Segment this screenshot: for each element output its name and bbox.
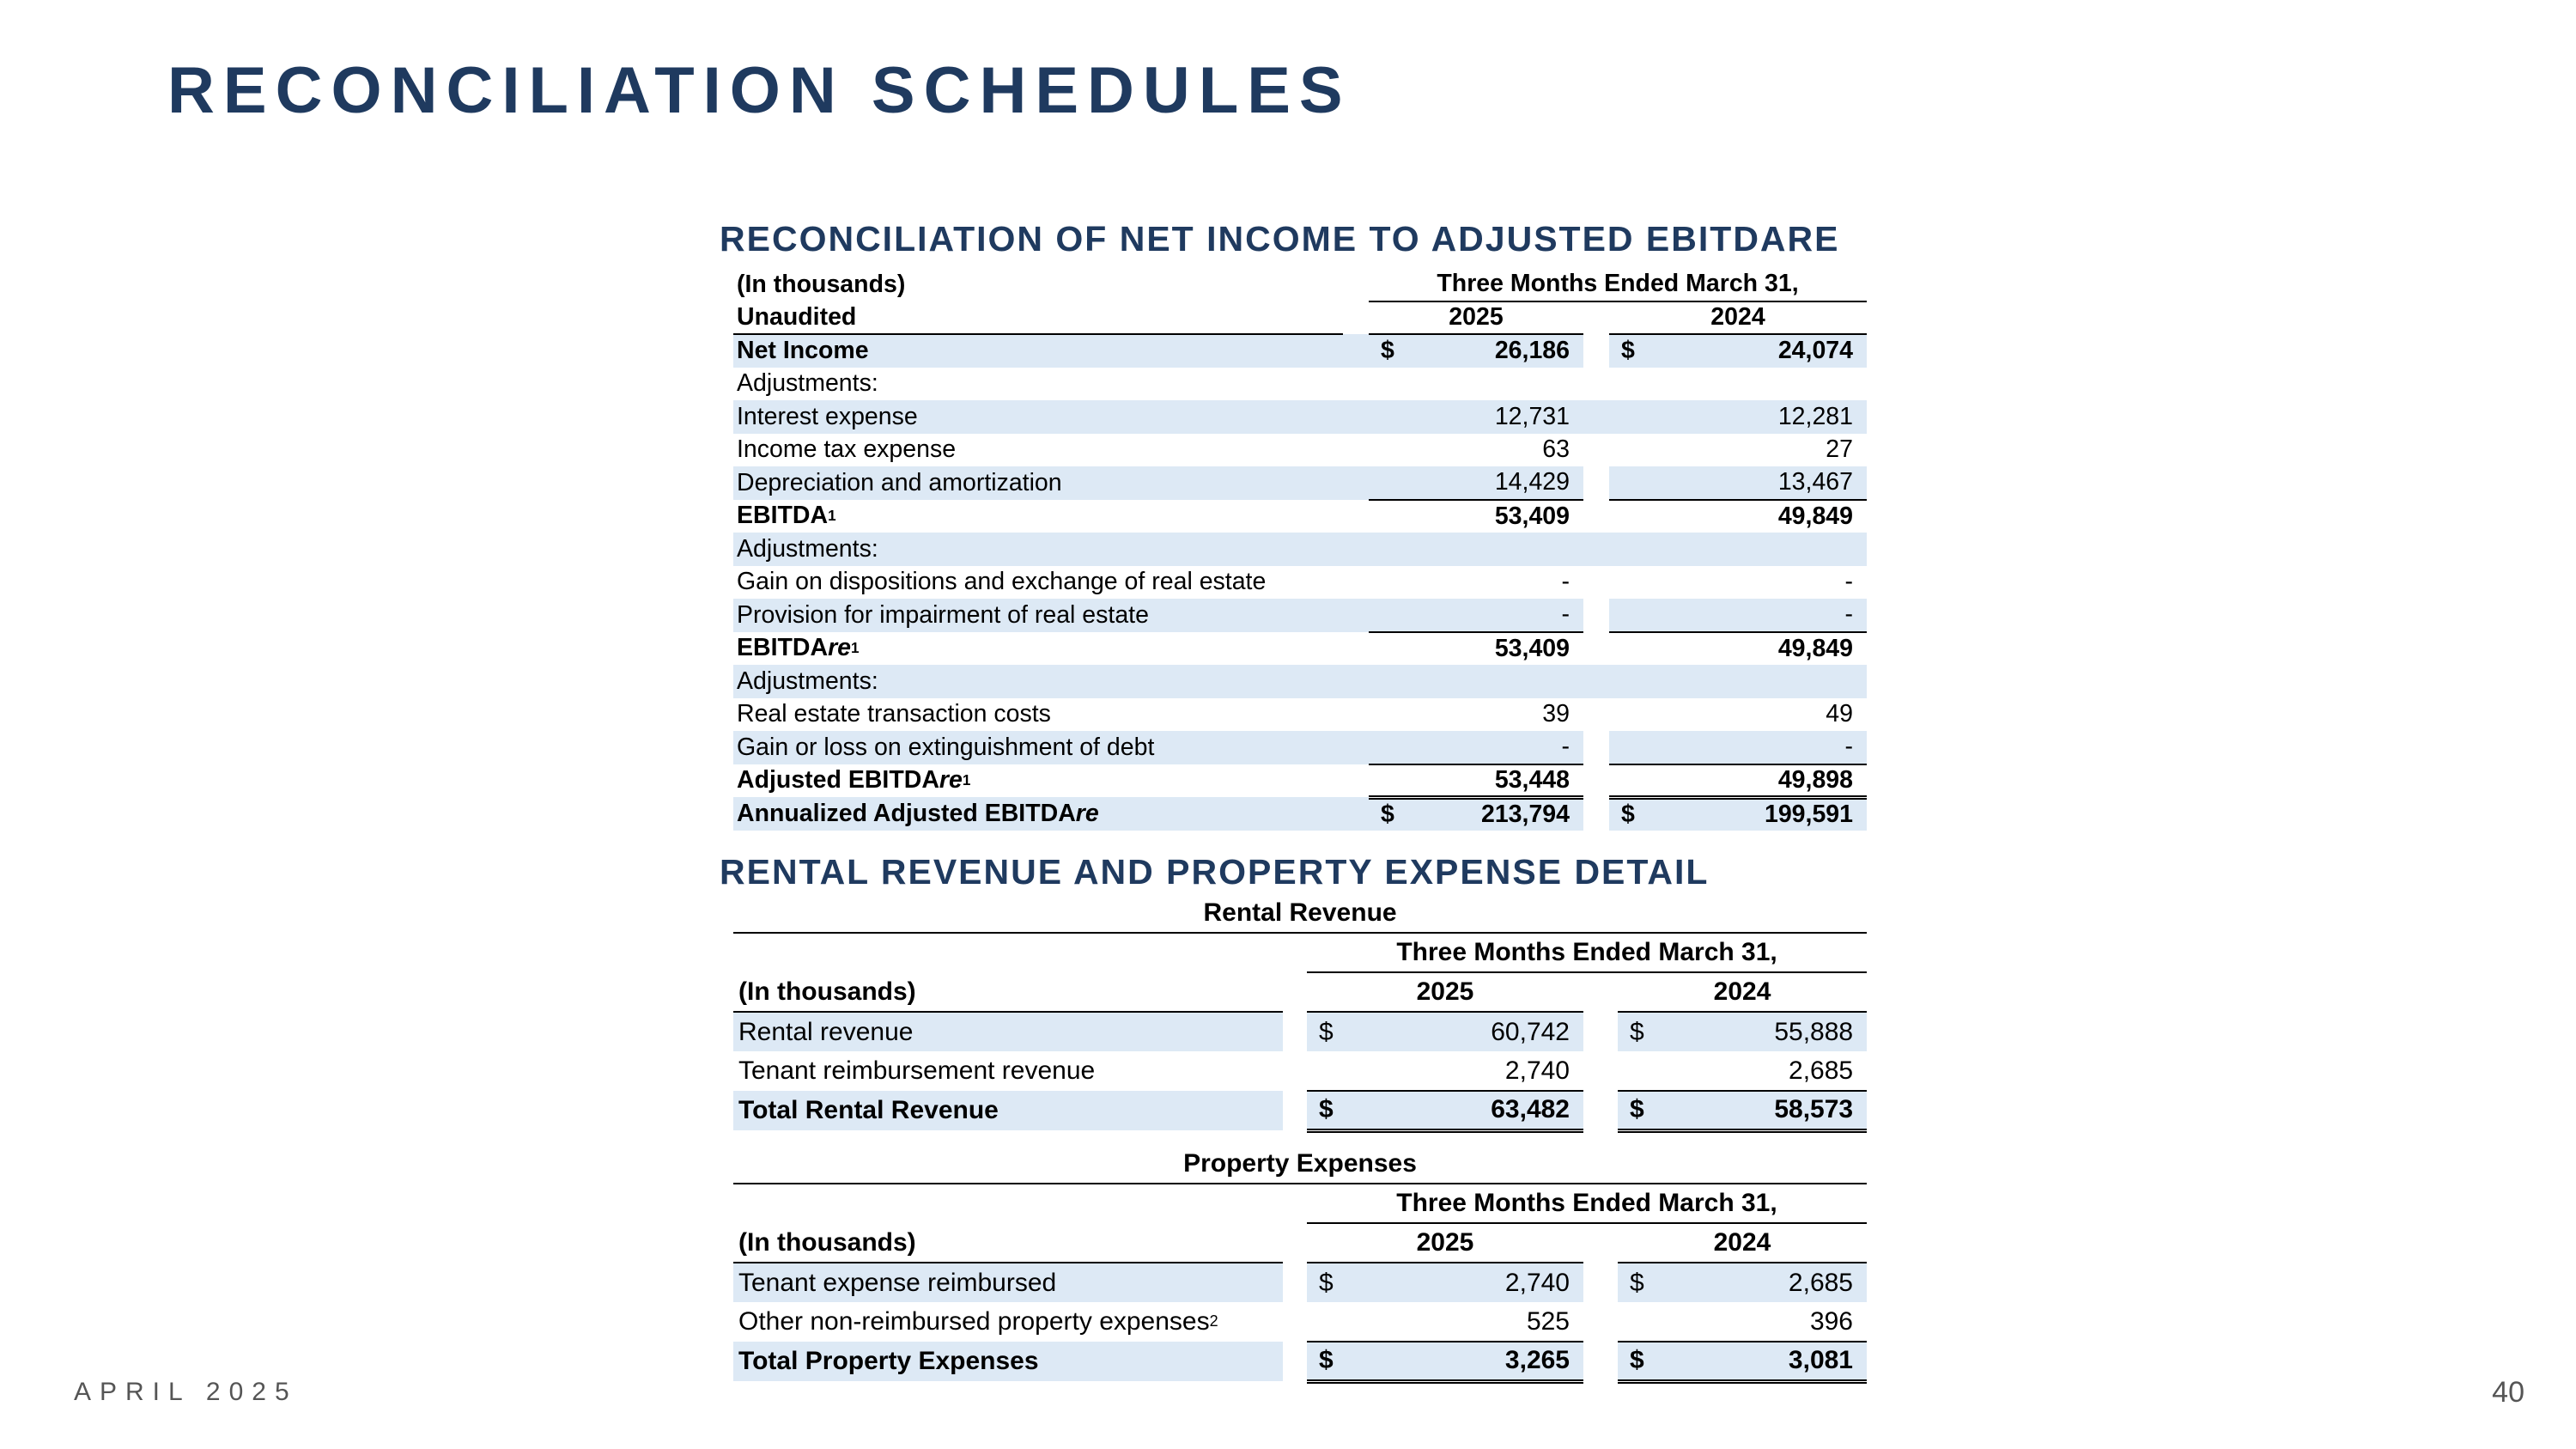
interest-expense-2025: 12,731	[1403, 400, 1583, 434]
ebitdare-2025: 53,409	[1494, 634, 1570, 662]
other-property-expenses-2025: 525	[1526, 1306, 1570, 1336]
table-row	[733, 1091, 1867, 1130]
table-row	[733, 698, 1867, 732]
year-header-2024: 2024	[1618, 1223, 1867, 1263]
tenant-reimbursement-2024: 2,685	[1789, 1056, 1854, 1085]
year-header-2025: 2025	[1369, 301, 1583, 335]
income-tax-label: Income tax expense	[737, 435, 957, 464]
currency-symbol: $	[1618, 1091, 1661, 1130]
adjusted-ebitdare-2024: 49,898	[1643, 764, 1867, 798]
period-label: Three Months Ended March 31,	[1307, 933, 1867, 972]
year-header-2025: 2025	[1307, 972, 1583, 1012]
rental-detail-section-title: RENTAL REVENUE AND PROPERTY EXPENSE DETAIL	[720, 852, 1710, 892]
period-label: Three Months Ended March 31,	[1369, 268, 1867, 301]
audit-label: Unaudited	[733, 301, 1343, 335]
currency-symbol: $	[1618, 1012, 1661, 1051]
debt-extinguishment-2024: -	[1643, 731, 1867, 764]
table-row	[733, 566, 1867, 600]
table-row	[733, 1012, 1867, 1051]
currency-symbol: $	[1307, 1091, 1350, 1130]
footnote-marker: 1	[851, 639, 860, 656]
currency-symbol: $	[1307, 1012, 1350, 1051]
tenant-expense-reimbursed-2024: 2,685	[1661, 1263, 1867, 1302]
debt-extinguishment-2025: -	[1403, 731, 1583, 764]
table-row	[733, 533, 1867, 566]
ebitda-label: EBITDA$^1$	[737, 502, 836, 530]
other-property-expenses-2024: 396	[1809, 1306, 1853, 1336]
currency-symbol: $	[1609, 334, 1643, 368]
impairment-2024: -	[1643, 599, 1867, 632]
income-tax-2024: 27	[1826, 435, 1853, 464]
table-header-row	[733, 301, 1867, 335]
table-row	[733, 1342, 1867, 1381]
annualized-2025: 213,794	[1403, 797, 1583, 831]
year-header-2024: 2024	[1618, 972, 1867, 1012]
year-header-2024: 2024	[1609, 301, 1867, 335]
property-expenses-table	[733, 1144, 1867, 1384]
total-property-expenses-2024: 3,081	[1661, 1342, 1867, 1381]
ebitda-reconciliation-table	[733, 268, 1867, 831]
footnote-marker: 1	[962, 771, 971, 788]
other-property-expenses-label: Other non-reimbursed property expenses$^2$	[738, 1307, 1218, 1336]
depreciation-2025: 14,429	[1403, 466, 1583, 500]
table-caption-row	[733, 893, 1867, 933]
total-property-expenses-label: Total Property Expenses	[733, 1342, 1283, 1381]
currency-symbol: $	[1609, 797, 1643, 831]
tenant-reimbursement-2025: 2,740	[1504, 1056, 1570, 1085]
tenant-reimbursement-label: Tenant reimbursement revenue	[738, 1056, 1096, 1085]
table-row	[733, 632, 1867, 666]
currency-symbol: $	[1369, 797, 1403, 831]
total-rental-revenue-label: Total Rental Revenue	[733, 1091, 1283, 1130]
ebitda-section-title: RECONCILIATION OF NET INCOME TO ADJUSTED EBITDARE	[720, 219, 1840, 259]
rental-revenue-2025: 60,742	[1350, 1012, 1583, 1051]
ebitdare-2024: 49,849	[1777, 634, 1853, 662]
adjusted-ebitdare-2025: 53,448	[1403, 764, 1583, 798]
table-header-row	[733, 972, 1867, 1012]
net-income-2024: 24,074	[1643, 334, 1867, 368]
depreciation-label: Depreciation and amortization	[733, 466, 1343, 500]
period-label: Three Months Ended March 31,	[1307, 1184, 1867, 1223]
currency-symbol: $	[1307, 1342, 1350, 1381]
table-row	[733, 1302, 1867, 1342]
table-row	[733, 731, 1867, 764]
table-header-row	[733, 933, 1867, 972]
currency-symbol: $	[1618, 1342, 1661, 1381]
footnote-marker: 2	[1209, 1312, 1218, 1330]
total-rental-revenue-2025: 63,482	[1350, 1091, 1583, 1130]
transaction-costs-2024: 49	[1826, 700, 1853, 728]
gain-dispositions-2024: -	[1844, 568, 1853, 596]
property-expenses-caption: Property Expenses	[733, 1144, 1867, 1184]
gain-dispositions-2025: -	[1561, 568, 1570, 596]
table-row	[733, 797, 1867, 831]
table-header-row	[733, 268, 1867, 301]
rental-revenue-2024: 55,888	[1661, 1012, 1867, 1051]
table-caption-row	[733, 1144, 1867, 1184]
table-row	[733, 500, 1867, 533]
page-number: 40	[2492, 1376, 2524, 1409]
currency-symbol: $	[1369, 334, 1403, 368]
table-row	[733, 466, 1867, 500]
table-row	[733, 1263, 1867, 1302]
ebitda-2025: 53,409	[1494, 502, 1570, 530]
year-header-2025: 2025	[1307, 1223, 1583, 1263]
adjustments-label: Adjustments:	[733, 665, 1867, 698]
depreciation-2024: 13,467	[1643, 466, 1867, 500]
total-rental-revenue-2024: 58,573	[1661, 1091, 1867, 1130]
interest-expense-label: Interest expense	[733, 400, 1343, 434]
table-row	[733, 1051, 1867, 1091]
rental-revenue-label: Rental revenue	[733, 1012, 1283, 1051]
table-header-row	[733, 1184, 1867, 1223]
tenant-expense-reimbursed-2025: 2,740	[1350, 1263, 1583, 1302]
total-property-expenses-2025: 3,265	[1350, 1342, 1583, 1381]
transaction-costs-2025: 39	[1542, 700, 1570, 728]
net-income-label: Net Income	[733, 334, 1343, 368]
ebitdare-label: EBITDAre$^1$	[737, 634, 860, 662]
currency-symbol: $	[1307, 1263, 1350, 1302]
unit-label: (In thousands)	[737, 270, 906, 298]
table-row	[733, 599, 1867, 632]
rental-revenue-table	[733, 893, 1867, 1133]
adjustments-label: Adjustments:	[737, 369, 878, 398]
table-header-row	[733, 1223, 1867, 1263]
table-row	[733, 434, 1867, 467]
net-income-2025: 26,186	[1403, 334, 1583, 368]
table-row	[733, 764, 1867, 798]
impairment-2025: -	[1403, 599, 1583, 632]
table-row	[733, 334, 1867, 368]
income-tax-2025: 63	[1542, 435, 1570, 464]
gain-dispositions-label: Gain on dispositions and exchange of real estate	[737, 568, 1267, 596]
rental-revenue-caption: Rental Revenue	[733, 893, 1867, 933]
annualized-label: Annualized Adjusted EBITDAre	[733, 797, 1343, 831]
tenant-expense-reimbursed-label: Tenant expense reimbursed	[733, 1263, 1283, 1302]
annualized-2024: 199,591	[1643, 797, 1867, 831]
ebitda-2024: 49,849	[1777, 502, 1853, 530]
table-row	[733, 400, 1867, 434]
currency-symbol: $	[1618, 1263, 1661, 1302]
footer-date: APRIL 2025	[74, 1378, 298, 1406]
adjustments-label: Adjustments:	[733, 533, 1867, 566]
table-row	[733, 665, 1867, 698]
transaction-costs-label: Real estate transaction costs	[737, 700, 1051, 728]
unit-label: (In thousands)	[733, 1223, 1283, 1263]
impairment-label: Provision for impairment of real estate	[733, 599, 1343, 632]
unit-label: (In thousands)	[733, 972, 1283, 1012]
table-row	[733, 368, 1867, 401]
interest-expense-2024: 12,281	[1643, 400, 1867, 434]
debt-extinguishment-label: Gain or loss on extinguishment of debt	[733, 731, 1343, 764]
adjusted-ebitdare-label: Adjusted EBITDAre$^1$	[737, 766, 971, 795]
page-title: RECONCILIATION SCHEDULES	[167, 54, 1352, 127]
footnote-marker: 1	[828, 507, 836, 524]
